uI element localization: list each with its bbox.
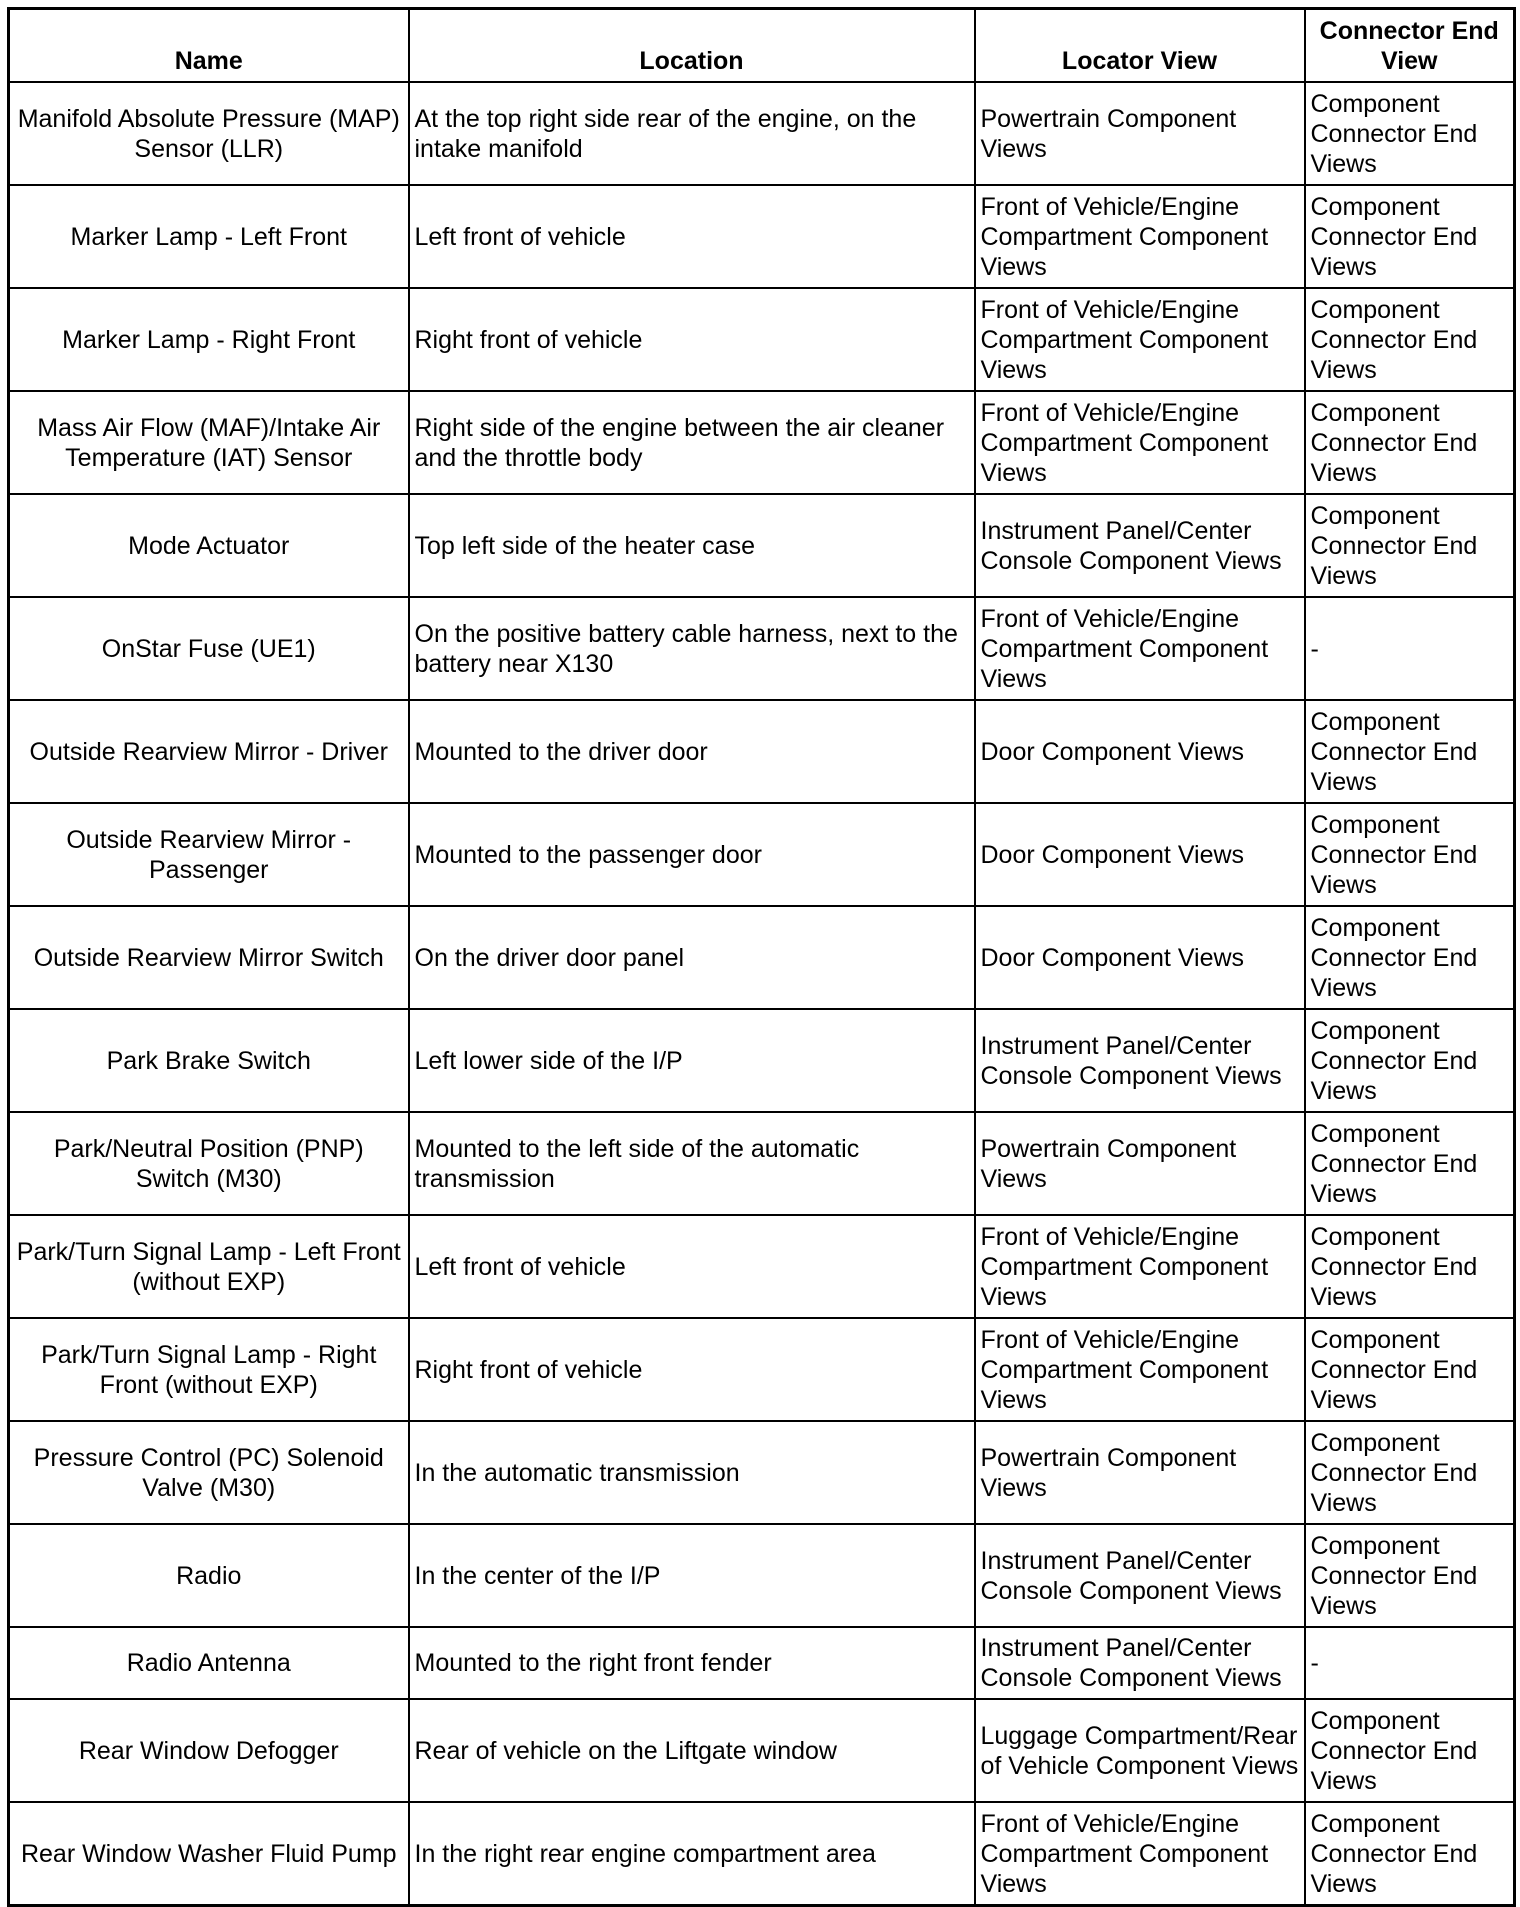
header-locator-view: Locator View	[975, 9, 1305, 83]
cell-name: Park/Turn Signal Lamp - Left Front (without EXP)	[9, 1215, 409, 1318]
cell-name: Park Brake Switch	[9, 1009, 409, 1112]
cell-name: Rear Window Washer Fluid Pump	[9, 1802, 409, 1906]
cell-name: Outside Rearview Mirror - Passenger	[9, 803, 409, 906]
cell-location: In the right rear engine compartment area	[409, 1802, 975, 1906]
table-row	[9, 1318, 1515, 1421]
table-row	[9, 803, 1515, 906]
cell-location: Left front of vehicle	[409, 1215, 975, 1318]
component-locator-table	[7, 7, 1516, 1907]
cell-connector-end-view: Component Connector End Views	[1305, 1524, 1515, 1627]
table-row	[9, 288, 1515, 391]
cell-locator-view: Powertrain Component Views	[975, 82, 1305, 185]
cell-location: In the center of the I/P	[409, 1524, 975, 1627]
table-row	[9, 1112, 1515, 1215]
table-row	[9, 906, 1515, 1009]
table-row	[9, 597, 1515, 700]
cell-location: Top left side of the heater case	[409, 494, 975, 597]
cell-connector-end-view: Component Connector End Views	[1305, 1318, 1515, 1421]
cell-locator-view: Powertrain Component Views	[975, 1112, 1305, 1215]
cell-connector-end-view: Component Connector End Views	[1305, 185, 1515, 288]
cell-name: Park/Turn Signal Lamp - Right Front (without EXP)	[9, 1318, 409, 1421]
cell-location: Right side of the engine between the air cleaner and the throttle body	[409, 391, 975, 494]
table-row	[9, 700, 1515, 803]
cell-locator-view: Instrument Panel/Center Console Component Views	[975, 494, 1305, 597]
cell-locator-view: Front of Vehicle/Engine Compartment Component Views	[975, 1318, 1305, 1421]
cell-location: Left front of vehicle	[409, 185, 975, 288]
cell-name: Mode Actuator	[9, 494, 409, 597]
cell-locator-view: Luggage Compartment/Rear of Vehicle Component Views	[975, 1699, 1305, 1802]
cell-location: On the positive battery cable harness, next to the battery near X130	[409, 597, 975, 700]
cell-name: Outside Rearview Mirror - Driver	[9, 700, 409, 803]
header-location: Location	[409, 9, 975, 83]
cell-location: Mounted to the driver door	[409, 700, 975, 803]
cell-connector-end-view: Component Connector End Views	[1305, 391, 1515, 494]
table-header-row	[9, 9, 1515, 83]
cell-connector-end-view: Component Connector End Views	[1305, 803, 1515, 906]
cell-locator-view: Door Component Views	[975, 906, 1305, 1009]
cell-location: On the driver door panel	[409, 906, 975, 1009]
cell-name: OnStar Fuse (UE1)	[9, 597, 409, 700]
cell-connector-end-view: -	[1305, 597, 1515, 700]
table-row	[9, 1215, 1515, 1318]
cell-connector-end-view: Component Connector End Views	[1305, 82, 1515, 185]
cell-connector-end-view: Component Connector End Views	[1305, 1421, 1515, 1524]
cell-location: In the automatic transmission	[409, 1421, 975, 1524]
cell-connector-end-view: Component Connector End Views	[1305, 1699, 1515, 1802]
cell-connector-end-view: Component Connector End Views	[1305, 288, 1515, 391]
cell-connector-end-view: Component Connector End Views	[1305, 494, 1515, 597]
cell-name: Marker Lamp - Left Front	[9, 185, 409, 288]
table-row	[9, 1009, 1515, 1112]
cell-connector-end-view: Component Connector End Views	[1305, 700, 1515, 803]
cell-location: Rear of vehicle on the Liftgate window	[409, 1699, 975, 1802]
cell-locator-view: Powertrain Component Views	[975, 1421, 1305, 1524]
cell-name: Mass Air Flow (MAF)/Intake Air Temperature (IAT) Sensor	[9, 391, 409, 494]
cell-location: Mounted to the passenger door	[409, 803, 975, 906]
cell-locator-view: Front of Vehicle/Engine Compartment Component Views	[975, 1215, 1305, 1318]
table-row	[9, 1627, 1515, 1699]
cell-connector-end-view: Component Connector End Views	[1305, 1215, 1515, 1318]
table-row	[9, 1421, 1515, 1524]
cell-location: Mounted to the right front fender	[409, 1627, 975, 1699]
component-locator-table-wrapper	[7, 7, 1513, 1907]
table-row	[9, 391, 1515, 494]
cell-locator-view: Front of Vehicle/Engine Compartment Component Views	[975, 597, 1305, 700]
cell-locator-view: Front of Vehicle/Engine Compartment Component Views	[975, 185, 1305, 288]
cell-name: Radio Antenna	[9, 1627, 409, 1699]
table-row	[9, 1699, 1515, 1802]
table-row	[9, 185, 1515, 288]
cell-locator-view: Instrument Panel/Center Console Component Views	[975, 1009, 1305, 1112]
cell-name: Park/Neutral Position (PNP) Switch (M30)	[9, 1112, 409, 1215]
cell-locator-view: Instrument Panel/Center Console Component Views	[975, 1524, 1305, 1627]
cell-name: Rear Window Defogger	[9, 1699, 409, 1802]
cell-name: Marker Lamp - Right Front	[9, 288, 409, 391]
cell-name: Radio	[9, 1524, 409, 1627]
cell-locator-view: Door Component Views	[975, 700, 1305, 803]
cell-location: Right front of vehicle	[409, 1318, 975, 1421]
cell-locator-view: Door Component Views	[975, 803, 1305, 906]
cell-name: Manifold Absolute Pressure (MAP) Sensor (LLR)	[9, 82, 409, 185]
cell-name: Pressure Control (PC) Solenoid Valve (M30)	[9, 1421, 409, 1524]
cell-locator-view: Front of Vehicle/Engine Compartment Component Views	[975, 391, 1305, 494]
cell-connector-end-view: Component Connector End Views	[1305, 1009, 1515, 1112]
table-row	[9, 494, 1515, 597]
cell-location: Left lower side of the I/P	[409, 1009, 975, 1112]
cell-name: Outside Rearview Mirror Switch	[9, 906, 409, 1009]
cell-locator-view: Instrument Panel/Center Console Component Views	[975, 1627, 1305, 1699]
cell-connector-end-view: Component Connector End Views	[1305, 1802, 1515, 1906]
cell-locator-view: Front of Vehicle/Engine Compartment Component Views	[975, 288, 1305, 391]
cell-connector-end-view: Component Connector End Views	[1305, 906, 1515, 1009]
table-row	[9, 1802, 1515, 1906]
cell-connector-end-view: Component Connector End Views	[1305, 1112, 1515, 1215]
cell-location: Mounted to the left side of the automatic transmission	[409, 1112, 975, 1215]
header-name: Name	[9, 9, 409, 83]
header-connector-end-view: Connector End View	[1305, 9, 1515, 83]
cell-locator-view: Front of Vehicle/Engine Compartment Component Views	[975, 1802, 1305, 1906]
table-row	[9, 1524, 1515, 1627]
cell-connector-end-view: -	[1305, 1627, 1515, 1699]
cell-location: At the top right side rear of the engine, on the intake manifold	[409, 82, 975, 185]
cell-location: Right front of vehicle	[409, 288, 975, 391]
table-row	[9, 82, 1515, 185]
